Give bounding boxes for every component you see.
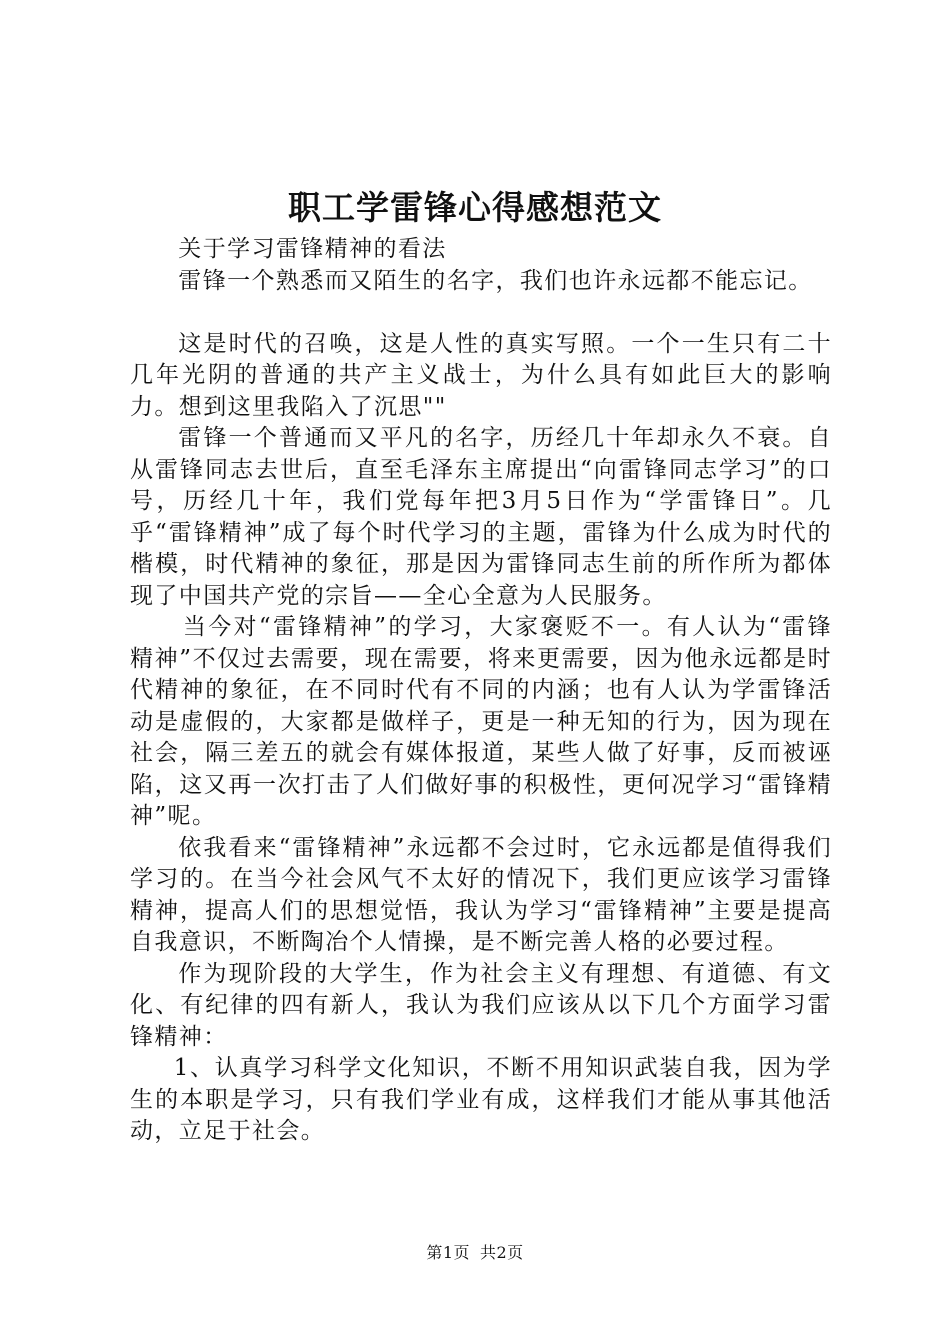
paragraph-intro: 雷锋一个熟悉而又陌生的名字，我们也许永远都不能忘记。 xyxy=(178,267,813,294)
paragraph-author-view: 依我看来“雷锋精神”永远都不会过时，它永远都是值得我们学习的。在当今社会风气不太好的情况下，我们更应该学习雷锋精神，提高人们的思想觉悟，我认为学习“雷锋精神”主要是提高自我意识，不断陶冶个人情操，是不断完善人格的必要过程。 xyxy=(130,834,832,955)
paragraph-point-one: 1、认真学习科学文化知识，不断不用知识武装自我，因为学生的本职是学习，只有我们学业有成，这样我们才能从事其他活动，立足于社会。 xyxy=(130,1055,832,1144)
page-number-current: 第1页 xyxy=(426,1243,470,1262)
page-number-total: 共2页 xyxy=(480,1243,524,1262)
document-body xyxy=(130,234,832,1148)
paragraph-call-of-the-era: 这是时代的召唤，这是人性的真实写照。一个一生只有二十几年光阴的普通的共产主义战士，为什么具有如此巨大的影响力。想到这里我陷入了沉思"" xyxy=(130,330,832,420)
document-title: 职工学雷锋心得感想范文 xyxy=(288,188,662,227)
page-footer xyxy=(0,1241,950,1265)
paragraph-mixed-views: 当今对“雷锋精神”的学习，大家褒贬不一。有人认为“雷锋精神”不仅过去需要，现在需要，将来更需要，因为他永远都是时代精神的象征，在不同时代有不同的内涵；也有人认为学雷锋活动是虚假的，大家都是做样子，更是一种无知的行为，因为现在社会，隔三差五的就会有媒体报道，某些人做了好事，反而被诬陷，这又再一次打击了人们做好事的积极性，更何况学习“雷锋精神”呢。 xyxy=(130,614,832,829)
paragraph-subtitle: 关于学习雷锋精神的看法 xyxy=(178,236,447,262)
paragraph-spacer xyxy=(130,297,832,329)
paragraph-ordinary-name: 雷锋一个普通而又平凡的名字，历经几十年却永久不衰。自从雷锋同志去世后，直至毛泽东主席提出“向雷锋同志学习”的口号，历经几十年，我们党每年把3月5日作为“学雷锋日”。几乎“雷锋精神”成了每个时代学习的主题，雷锋为什么成为时代的楷模，时代精神的象征，那是因为雷锋同志生前的所作所为都体现了中国共产党的宗旨——全心全意为人民服务。 xyxy=(130,425,832,609)
paragraph-college-students: 作为现阶段的大学生，作为社会主义有理想、有道德、有文化、有纪律的四有新人，我认为我们应该从以下几个方面学习雷锋精神： xyxy=(130,960,832,1050)
